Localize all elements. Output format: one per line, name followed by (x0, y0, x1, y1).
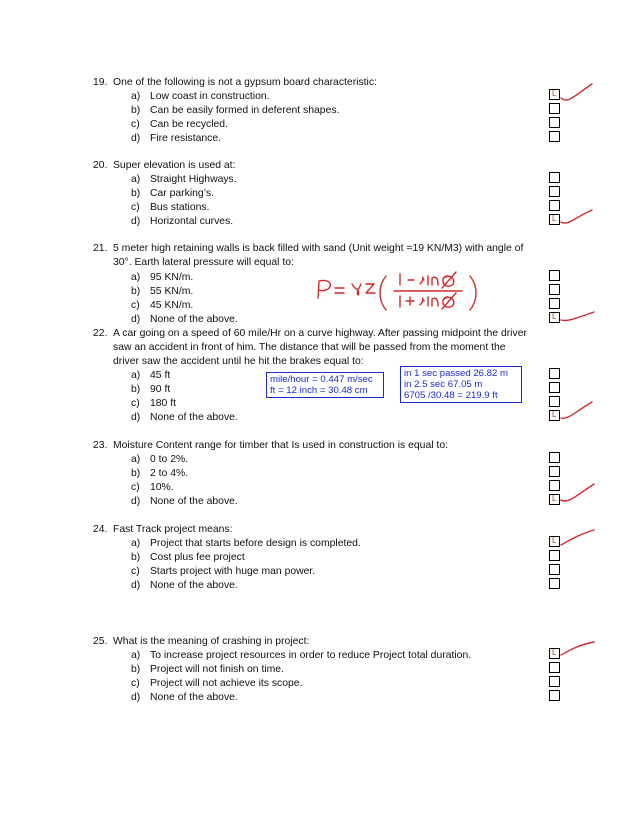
answer-checkbox-b[interactable] (549, 186, 560, 197)
answer-checkbox-c[interactable] (549, 298, 560, 309)
option-letter: d) (131, 692, 141, 703)
answer-checkbox-d[interactable] (549, 690, 560, 701)
answer-checkbox-c[interactable] (549, 676, 560, 687)
option-letter: d) (131, 314, 141, 325)
option-letter: d) (131, 133, 141, 144)
option-letter: b) (131, 552, 141, 563)
check-swoosh (561, 402, 592, 418)
option-text: 95 KN/m. (150, 272, 194, 283)
option-text: Can be recycled. (150, 119, 228, 130)
answer-checkbox-c[interactable] (549, 396, 560, 407)
option-letter: a) (131, 650, 141, 661)
option-text: Starts project with huge man power. (150, 566, 316, 577)
option-letter: b) (131, 188, 141, 199)
check-swoosh (561, 642, 594, 655)
calculation-note: in 1 sec passed 26.82 m in 2.5 sec 67.05 m 6705 /30.48 = 219.9 ft (400, 366, 522, 403)
option-letter: c) (131, 482, 140, 493)
option-letter: a) (131, 272, 141, 283)
option-text: Project will not finish on time. (150, 664, 284, 675)
option-text: Cost plus fee project (150, 552, 245, 563)
option-text: None of the above. (150, 580, 238, 591)
option-text: None of the above. (150, 314, 238, 325)
check-swoosh (561, 484, 594, 501)
question-text: 30°. Earth lateral pressure will equal to: (113, 257, 294, 268)
option-letter: a) (131, 174, 141, 185)
answer-checkbox-a[interactable] (549, 172, 560, 183)
question-number: 21. (93, 243, 108, 254)
option-text: 2 to 4%. (150, 468, 189, 479)
check-swoosh (561, 530, 594, 545)
answer-checkbox-d[interactable]: L (549, 312, 560, 323)
answer-checkbox-d[interactable]: L (549, 410, 560, 421)
option-text: None of the above. (150, 412, 238, 423)
option-letter: b) (131, 384, 141, 395)
option-letter: c) (131, 678, 140, 689)
option-letter: c) (131, 119, 140, 130)
answer-checkbox-a[interactable]: L (549, 648, 560, 659)
answer-checkbox-a[interactable]: L (549, 536, 560, 547)
option-text: None of the above. (150, 496, 238, 507)
option-letter: b) (131, 286, 141, 297)
question-text: Super elevation is used at: (113, 160, 236, 171)
option-text: Straight Highways. (150, 174, 237, 185)
option-text: None of the above. (150, 692, 238, 703)
question-text: One of the following is not a gypsum board characteristic: (113, 77, 377, 88)
answer-checkbox-b[interactable] (549, 466, 560, 477)
option-text: 45 KN/m. (150, 300, 194, 311)
option-text: Horizontal curves. (150, 216, 234, 227)
option-letter: c) (131, 398, 140, 409)
question-text: Fast Track project means: (113, 524, 233, 535)
question-text: Moisture Content range for timber that Is used in construction is equal to: (113, 440, 448, 451)
option-text: Low coast in construction. (150, 91, 270, 102)
option-text: Fire resistance. (150, 133, 222, 144)
answer-checkbox-d[interactable] (549, 131, 560, 142)
answer-checkbox-d[interactable] (549, 578, 560, 589)
option-letter: a) (131, 454, 141, 465)
option-letter: b) (131, 468, 141, 479)
answer-checkbox-a[interactable] (549, 368, 560, 379)
option-text: Can be easily formed in deferent shapes. (150, 105, 340, 116)
answer-checkbox-b[interactable] (549, 103, 560, 114)
option-letter: d) (131, 580, 141, 591)
question-number: 19. (93, 77, 108, 88)
formula-close-paren (470, 276, 476, 310)
question-number: 25. (93, 636, 108, 647)
question-number: 23. (93, 440, 108, 451)
question-text: saw an accident in front of him. The distance that will be passed from the moment the (113, 342, 506, 353)
answer-checkbox-d[interactable]: L (549, 494, 560, 505)
option-text: 45 ft (150, 370, 171, 381)
option-text: 180 ft (150, 398, 176, 409)
answer-checkbox-b[interactable] (549, 662, 560, 673)
answer-checkbox-a[interactable]: L (549, 89, 560, 100)
question-text: 5 meter high retaining walls is back filled with sand (Unit weight =19 KN/M3) with angle of (113, 243, 524, 254)
option-letter: d) (131, 496, 141, 507)
check-swoosh (561, 210, 592, 223)
answer-checkbox-c[interactable] (549, 480, 560, 491)
conversion-note: mile/hour = 0.447 m/sec ft = 12 inch = 30.48 cm (266, 372, 384, 398)
option-letter: d) (131, 216, 141, 227)
option-text: 0 to 2%. (150, 454, 189, 465)
option-text: To increase project resources in order to reduce Project total duration. (150, 650, 472, 661)
option-text: Bus stations. (150, 202, 210, 213)
question-text: What is the meaning of crashing in project: (113, 636, 310, 647)
question-text: driver saw the accident until he hit the brakes equal to: (113, 356, 364, 367)
answer-checkbox-c[interactable] (549, 564, 560, 575)
answer-checkbox-c[interactable] (549, 200, 560, 211)
option-letter: c) (131, 566, 140, 577)
question-number: 24. (93, 524, 108, 535)
option-letter: c) (131, 202, 140, 213)
option-letter: a) (131, 538, 141, 549)
option-text: 10%. (150, 482, 174, 493)
option-letter: a) (131, 370, 141, 381)
option-letter: c) (131, 300, 140, 311)
check-swoosh (561, 312, 594, 321)
answer-checkbox-a[interactable] (549, 270, 560, 281)
question-number: 22. (93, 328, 108, 339)
answer-checkbox-b[interactable] (549, 382, 560, 393)
answer-checkbox-d[interactable]: L (549, 214, 560, 225)
option-text: 55 KN/m. (150, 286, 194, 297)
option-letter: b) (131, 664, 141, 675)
option-letter: a) (131, 91, 141, 102)
check-swoosh (561, 84, 592, 100)
formula-text (318, 286, 420, 299)
option-text: Project that starts before design is completed. (150, 538, 361, 549)
question-number: 20. (93, 160, 108, 171)
question-text: A car going on a speed of 60 mile/Hr on a curve highway. After passing midpoint the driver (113, 328, 527, 339)
option-letter: b) (131, 105, 141, 116)
option-text: Project will not achieve its scope. (150, 678, 303, 689)
answer-checkbox-b[interactable] (549, 284, 560, 295)
option-letter: d) (131, 412, 141, 423)
answer-checkbox-c[interactable] (549, 117, 560, 128)
option-text: 90 ft (150, 384, 171, 395)
answer-checkbox-b[interactable] (549, 550, 560, 561)
answer-checkbox-a[interactable] (549, 452, 560, 463)
option-text: Car parking’s. (150, 188, 214, 199)
